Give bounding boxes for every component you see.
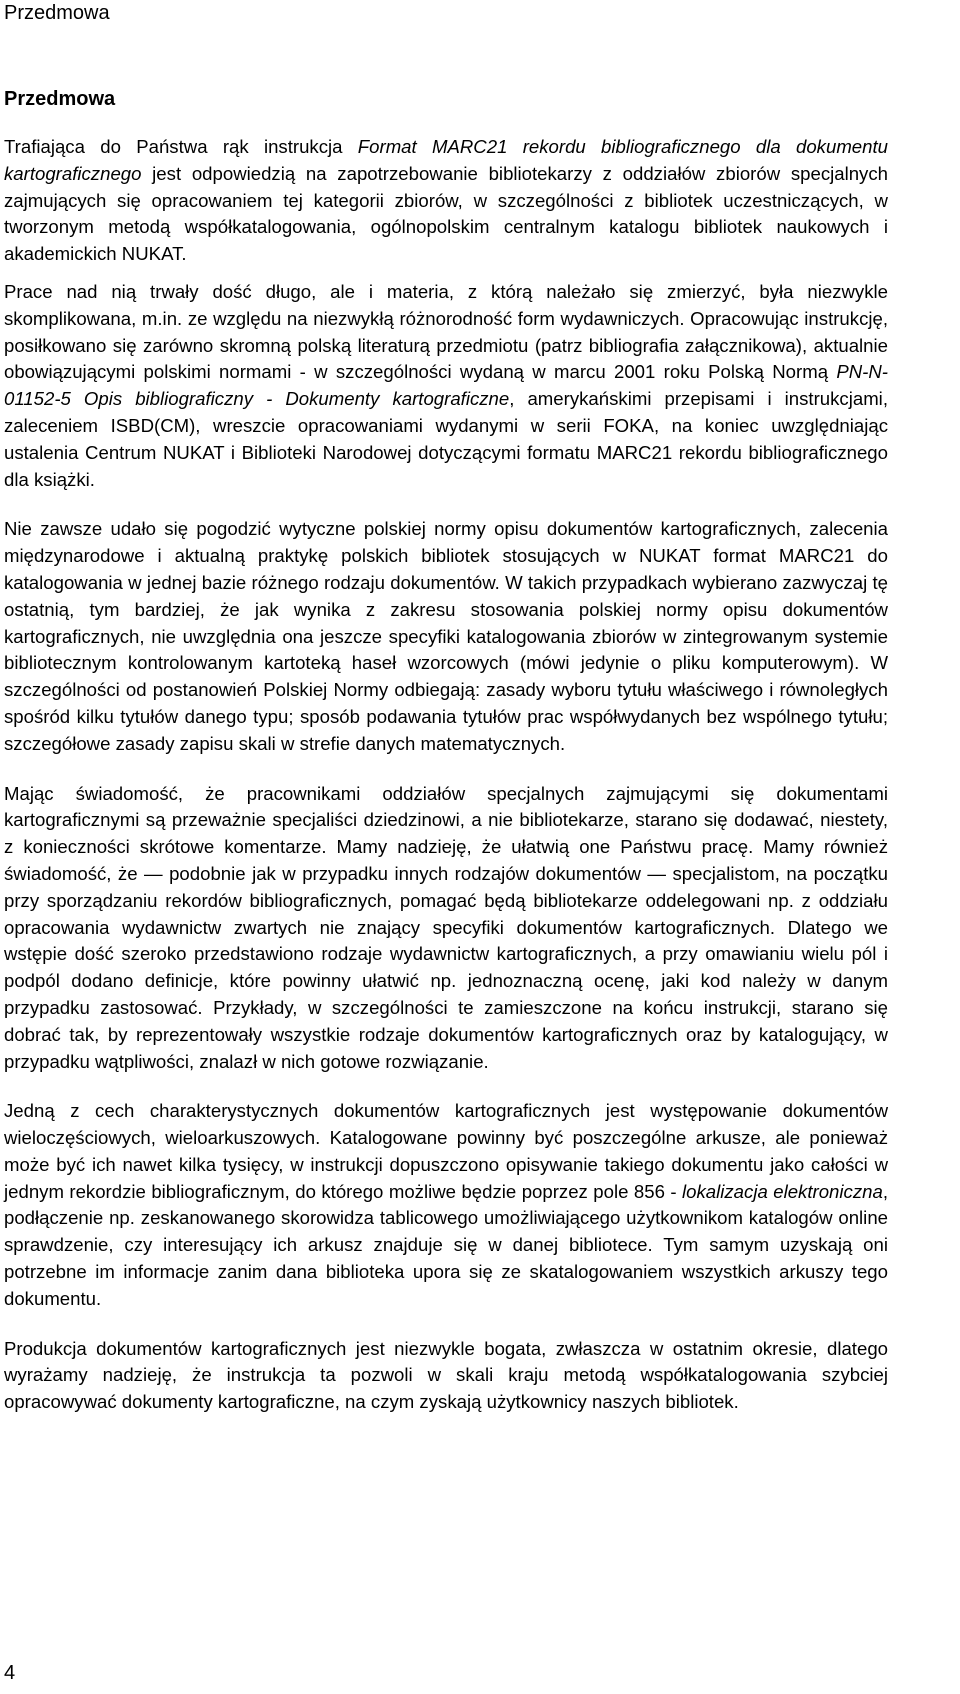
paragraph-1-title: Format MARC21 rekordu bibliograficznego dla dokumentu kartograficznego [4,136,888,184]
paragraph-2-text: Prace nad nią trwały dość długo, ale i materia, z którą należało się zmierzyć, była niezwykle skomplikowana, m.in. ze względu na niezwykłą różnorodność form wydawniczych. Opracowując instrukcję, posiłkowano się zarówno skromną polską literaturą przedmiotu (patrz bibliografia załącznikowa), aktualnie obowiązującymi polskimi normami - w szczególności wydaną w marcu 2001 roku Polską Normą [4,280,888,383]
page-header: Przedmowa [4,2,110,24]
paragraph-5-field-name: lokalizacja elektroniczna [682,1180,883,1202]
page-number: 4 [4,1662,16,1684]
paragraph-4: Mając świadomość, że pracownikami oddziałów specjalnych zajmującymi się dokumentami kartograficznymi są przeważnie specjaliści dziedzinowi, a nie bibliotekarze, starano się dodawać, niestety, z konieczności skrótowe komentarze. Mamy nadzieję, że ułatwią one Państwu pracę. Mamy również świadomość, że — podobnie jak w przypadku innych rodzajów dokumentów — specjalistom, na początku przy sporządzaniu rekordów bibliograficznych, pomagać będą bibliotekarze oddelegowani np. z oddziału opracowania wydawnictw zwartych nie znający specyfiki dokumentów kartograficznych. Dlatego we wstępie dość szeroko przedstawiono rodzaje wydawnictw kartograficznych, a przy omawianiu wielu pól i podpól dodano definicje, które powinny ułatwić np. jednoznaczną ocenę, jaki kod należy w danym przypadku zastosować. Przykłady, w szczególności te zamieszczone na końcu instrukcji, starano się dobrać tak, by reprezentowały wszystkie rodzaje dokumentów kartograficznych oraz by katalogujący, w przypadku wątpliwości, znalazł w nich gotowe rozwiązanie. [4,782,888,1072]
paragraph-2 [4,279,888,493]
paragraph-5-text-end: , podłączenie np. zeskanowanego skorowidza tablicowego umożliwiającego użytkownikom katalogów online sprawdzenie, czy interesujący ich arkusz znajduje się w danej bibliotece. Tym samym uzyskają oni potrzebne im informacje zanim dana biblioteka upora się ze skatalogowaniem wszystkich arkuszy tego dokumentu. [4,1180,888,1309]
section-title: Przedmowa [4,88,116,110]
paragraph-5 [4,1098,888,1312]
paragraph-2-text-end: , amerykańskimi przepisami i instrukcjami, zaleceniem ISBD(CM), wreszcie opracowaniami wydanymi w serii FOKA, na koniec uwzględniając ustalenia Centrum NUKAT i Biblioteki Narodowej dotyczącymi formatu MARC21 rekordu bibliograficznego dla książki. [4,388,888,490]
document-body [4,134,888,1439]
paragraph-1 [4,134,888,268]
paragraph-3: Nie zawsze udało się pogodzić wytyczne polskiej normy opisu dokumentów kartograficznych, zalecenia międzynarodowe i aktualną praktykę polskich bibliotek stosujących w NUKAT format MARC21 do katalogowania w jednej bazie różnego rodzaju dokumentów. W takich przypadkach wybierano zazwyczaj tę ostatnią, tym bardziej, że jak wynika z zakresu stosowania polskiej normy opisu dokumentów kartograficznych, nie uwzględnia ona jeszcze specyfiki katalogowania zbiorów w zintegrowanym systemie bibliotecznym kontrolowanym kartoteką haseł wzorcowych (mówi jedynie o pliku komputerowym). W szczególności od postanowień Polskiej Normy odbiegają: zasady wyboru tytułu właściwego i równoległych spośród kilku tytułów danego typu; sposób podawania tytułów prac współwydanych bez wspólnego tytułu; szczegółowe zasady zapisu skali w strefie danych matematycznych. [4,518,888,754]
paragraph-5-text: Jedną z cech charakterystycznych dokumentów kartograficznych jest występowanie dokumentów wieloczęściowych, wieloarkuszowych. Katalogowane powinny być poszczególne arkusze, ale ponieważ może być ich nawet kilka tysięcy, w instrukcji dopuszczono opisywanie takiego dokumentu jako całości w jednym rekordzie bibliograficznym, do którego możliwe będzie poprzez pole 856 - [4,1100,888,1202]
paragraph-6: Produkcja dokumentów kartograficznych jest niezwykle bogata, zwłaszcza w ostatnim okresie, dlatego wyrażamy nadzieję, że instrukcja ta pozwoli w skali kraju metodą współkatalogowania szybciej opracowywać dokumenty kartograficzne, na czym zyskają użytkownicy naszych bibliotek. [4,1337,888,1413]
paragraph-1-text: Trafiająca do Państwa rąk instrukcja [4,136,358,157]
paragraph-1-text-end: jest odpowiedzią na zapotrzebowanie bibliotekarzy z oddziałów zbiorów specjalnych zajmujących się opracowaniem tej kategorii zbiorów, w szczególności z bibliotek uczestniczących, w tworzonym metodą współkatalogowania, ogólnopolskim centralnym katalogu bibliotek naukowych i akademickich NUKAT. [4,162,888,265]
paragraph-2-norm-title: PN-N-01152-5 Opis bibliograficzny - Dokumenty kartograficzne [4,361,888,410]
